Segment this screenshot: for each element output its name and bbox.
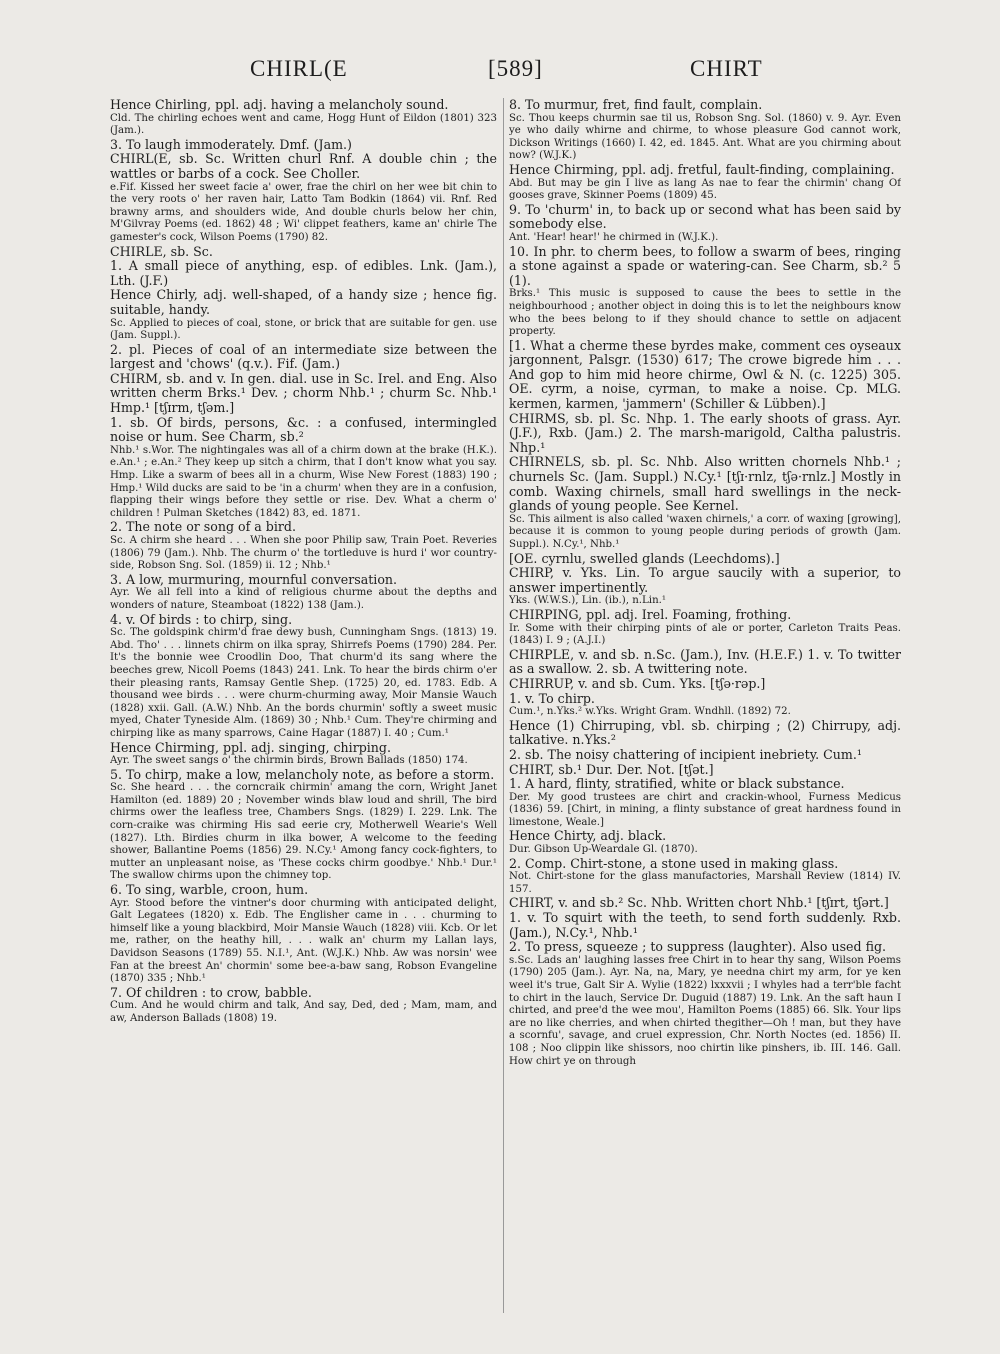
header-left-guide-word: CHIRL(E — [250, 56, 348, 81]
citation-paragraph: Abd. But may be gin I live as lang As nae to fear the chirmin' chang Of gooses grave, Skinner Poems (1809) 45. — [509, 177, 901, 202]
citation-paragraph: Cum. And he would chirm and talk, And say, Ded, ded ; Mam, mam, and aw, Anderson Ballads (1808) 19. — [110, 1000, 497, 1024]
citation-paragraph: Ayr. We all fell into a kind of religious churme about the depths and wonders of nature, Steamboat (1822) 138 (Jam.). — [110, 587, 497, 611]
citation-paragraph: Sc. She heard . . . the corncraik chirmin' amang the corn, Wright Janet Hamilton (ed. 1889) 20 ; November winds blaw loud and shrill, The bird chirms ower the leafless tree, Chambers Sngs. (1829) I. 229. Lnk. The corn-craike was chirming His sad eerie cry, Motherwell Wearie's Well (1827). Lth. Birdies churm in ilka bower, A welcome to the feeding shower, Ballantine Poems (1856) 29. N.Cy.¹ Among fancy cock-fighters, to mutter an unpleasant noise, as 'These cocks chirm goodbye.' Nhb.¹ Dur.¹ The swallow chirms upon the chimney top. — [110, 782, 497, 882]
definition-paragraph: CHIRL(E, sb. Sc. Written churl Rnf. A double chin ; the wattles or barbs of a cock. See Choller. — [110, 151, 497, 181]
page-number: [589] — [488, 56, 543, 81]
citation-paragraph: Ant. 'Hear! hear!' he chirmed in (W.J.K.). — [509, 231, 719, 243]
citation-paragraph: Nhb.¹ s.Wor. The nightingales was all of a chirm down at the brake (H.K.). e.An.¹ ; e.An.² They keep up sitch a chirm, that I don't know what you say. Hmp. Like a swarm of bees all in a churm, Wise New Forest (1883) 190 ; Hmp.¹ Wild ducks are said to be 'in a churm' when they are in a confusion, flapping their wings before they settle or rise. Dev. What a cherm o' children ! Pulman Sketches (1842) 83, ed. 1871. — [110, 444, 497, 519]
definition-paragraph: Hence Chirty, adj. black. — [509, 828, 667, 844]
definition-paragraph: 6. To sing, warble, croon, hum. — [110, 882, 309, 898]
definition-paragraph: Hence (1) Chirruping, vbl. sb. chirping ; (2) Chirrupy, adj. talkative. n.Yks.² — [509, 717, 901, 748]
right-column — [509, 98, 901, 1313]
definition-paragraph: CHIRM, sb. and v. In gen. dial. use in Sc. Irel. and Eng. Also written cherm Brks.¹ Dev. ; chorm Nhb.¹ ; churm Sc. Nhb.¹ Hmp.¹ [tʃɪrm, tʃəm.] — [110, 370, 497, 416]
definition-paragraph: 2. sb. The noisy chattering of incipient inebriety. Cum.¹ — [509, 746, 862, 762]
citation-paragraph: Cld. The chirling echoes went and came, Hogg Hunt of Eildon (1801) 323 (Jam.). — [110, 112, 497, 137]
definition-paragraph: CHIRT, v. and sb.² Sc. Nhb. Written chort Nhb.¹ [tʃɪrt, tʃərt.] — [509, 895, 889, 911]
definition-paragraph: [1. What a cherme these byrdes make, comment ces oyseaux jargonnent, Palsgr. (1530) 617; The crowe bigrede him . . . And gop to him mid heore chirme, Owl & N. (c. 1225) 305. OE. cyrm, a noise, cyrman, to make a noise. Cp. MLG. kermen, karmen, 'jammern' (Schiller & Lübben).] — [509, 337, 901, 412]
definition-paragraph: 7. Of children : to crow, babble. — [110, 984, 312, 1000]
definition-paragraph: CHIRP, v. Yks. Lin. To argue saucily with a superior, to answer impertinently. — [509, 565, 901, 595]
definition-paragraph: 4. v. Of birds : to chirp, sing. — [110, 611, 293, 627]
citation-paragraph: Not. Chirt-stone for the glass manufactories, Marshall Review (1814) IV. 157. — [509, 871, 901, 895]
citation-paragraph: Sc. A chirm she heard . . . When she poor Philip saw, Train Poet. Reveries (1806) 79 (Jam.). Nhb. The churm o' the tortleduve is hurd i' wor country-side, Robson Sng. Sol. (1859) ii. 12 ; Nhb.¹ — [110, 535, 497, 572]
definition-paragraph: 8. To murmur, fret, find fault, complain. — [509, 98, 763, 112]
definition-paragraph: 2. pl. Pieces of coal of an intermediate size between the largest and 'chows' (q.v.). Fif. (Jam.) — [110, 341, 497, 372]
definition-paragraph: 2. To press, squeeze ; to suppress (laughter). Also used fig. — [509, 939, 887, 955]
definition-paragraph: 1. A small piece of anything, esp. of edibles. Lnk. (Jam.), Lth. (J.F.) — [110, 258, 497, 288]
page-header — [100, 56, 900, 86]
definition-paragraph: CHIRRUP, v. and sb. Cum. Yks. [tʃə·rəp.] — [509, 675, 766, 691]
header-right-guide-word: CHIRT — [690, 56, 763, 81]
citation-paragraph: e.Fif. Kissed her sweet facie a' ower, frae the chirl on her wee bit chin to the very roots o' her raven hair, Latto Tam Bodkin (1864) vii. Rnf. Red brawny arms, and shoulders wide, And double churls below her chin, M'Gilvray Poems (ed. 1862) 48 ; Wi' clippet feathers, kame an' chirle The gamester's cock, Wilson Poems (1790) 82. — [110, 181, 497, 243]
citation-paragraph: Yks. (W.W.S.), Lin. (ib.), n.Lin.¹ — [509, 595, 666, 607]
definition-paragraph: Hence Chirly, adj. well-shaped, of a handy size ; hence fig. suitable, handy. — [110, 287, 497, 317]
definition-paragraph: 10. In phr. to cherm bees, to follow a swarm of bees, ringing a stone against a spade or watering-can. See Charm, sb.² 5 (1). — [509, 243, 901, 288]
citation-paragraph: Sc. Thou keeps churmin sae til us, Robson Sng. Sol. (1860) v. 9. Ayr. Even ye who daily whirne and chirme, to whose pleasure God cannot work, Dickson Writings (1660) I. 42, ed. 1845. Ant. What are you chirming about now? (W.J.K.) — [509, 112, 901, 162]
definition-paragraph: 9. To 'churm' in, to back up or second what has been said by somebody else. — [509, 201, 901, 232]
definition-paragraph: 1. v. To squirt with the teeth, to send forth suddenly. Rxb. (Jam.), N.Cy.¹, Nhb.¹ — [509, 910, 901, 940]
citation-paragraph: Ayr. The sweet sangs o' the chirmin birds, Brown Ballads (1850) 174. — [110, 755, 468, 767]
definition-paragraph: 5. To chirp, make a low, melancholy note, as before a storm. — [110, 766, 495, 782]
definition-paragraph: 2. Comp. Chirt-stone, a stone used in making glass. — [509, 855, 839, 871]
definition-paragraph: CHIRNELS, sb. pl. Sc. Nhb. Also written chornels Nhb.¹ ; churnels Sc. (Jam. Suppl.) N.Cy.¹ [tʃɪ·rnlz, tʃə·rnlz.] Mostly in comb. Waxing chirnels, small hard swellings in the neck-glands of young people. See Kernel. — [509, 454, 901, 514]
definition-paragraph: CHIRPING, ppl. adj. Irel. Foaming, frothing. — [509, 606, 792, 622]
citation-paragraph: Dur. Gibson Up-Weardale Gl. (1870). — [509, 844, 698, 856]
definition-paragraph: 1. v. To chirp. — [509, 690, 595, 706]
column-divider — [503, 98, 504, 1313]
citation-paragraph: Brks.¹ This music is supposed to cause the bees to settle in the neighbourhood ; another object in doing this is to let the neighbours know who the bees belong to if they should chance to settle on adjacent property. — [509, 288, 901, 338]
definition-paragraph: CHIRLE, sb. Sc. — [110, 243, 213, 259]
definition-paragraph: CHIRMS, sb. pl. Sc. Nhp. 1. The early shoots of grass. Ayr. (J.F.), Rxb. (Jam.) 2. The marsh-marigold, Caltha palustris. Nhp.¹ — [509, 410, 901, 455]
citation-paragraph: Sc. This ailment is also called 'waxen chirnels,' a corr. of waxing [growing], because it is common to young people during periods of growth (Jam. Suppl.). N.Cy.¹, Nhb.¹ — [509, 513, 901, 550]
citation-paragraph: Sc. Applied to pieces of coal, stone, or brick that are suitable for gen. use (Jam. Suppl.). — [110, 317, 497, 342]
definition-paragraph: Hence Chirming, ppl. adj. singing, chirping. — [110, 739, 391, 755]
definition-paragraph: 3. To laugh immoderately. Dmf. (Jam.) — [110, 136, 352, 152]
citation-paragraph: Ir. Some with their chirping pints of ale or porter, Carleton Traits Peas. (1843) I. 9 ; (A.J.I.) — [509, 622, 901, 647]
citation-paragraph: Sc. The goldspink chirm'd frae dewy bush, Cunningham Sngs. (1813) 19. Abd. Tho' . . . linnets chirm on ilka spray, Shirrefs Poems (1790) 284. Per. It's the bonnie wee Croodlin Doo, That churm'd its sang where the beeches grew, Nicoll Poems (1843) 241. Lnk. To hear the birds chirm o'er their pleasing rants, Ramsay Gentle Shep. (1725) 20, ed. 1783. Edb. A thousand wee birds . . . were churm-churming away, Moir Mansie Wauch (1828) xxii. Gall. (A.W.) Nhb. An the bords churmin' softly a sweet music myed, Chater Tyneside Alm. (1869) 30 ; Nhb.¹ Cum. They're chirming and chirping like as many sparrows, Caine Hagar (1887) I. 40 ; Cum.¹ — [110, 627, 497, 739]
left-column — [110, 98, 497, 1313]
definition-paragraph: 3. A low, murmuring, mournful conversation. — [110, 571, 398, 587]
definition-paragraph: 2. The note or song of a bird. — [110, 519, 296, 535]
citation-paragraph: s.Sc. Lads an' laughing lasses free Chirt in to hear thy sang, Wilson Poems (1790) 205 (Jam.). Ayr. Na, na, Mary, ye needna chirt my arm, for ye ken weel it's true, Galt Sir A. Wylie (1822) lxxxvii ; I whyles had a terr'ble facht to chirt in the lauch, Service Dr. Duguid (1887) 19. Lnk. An the saft haun I chirted, and pree'd the wee mou', Hamilton Poems (1885) 66. Slk. Your lips are no like cherries, and when chirted thegither—Oh ! man, but they have a scornfu', savage, and cruel expression, Chr. North Noctes (ed. 1856) II. 108 ; Noo clippin like shissors, noo chirtin like pinshers, ib. III. 146. Gall. How chirt ye on through — [509, 954, 901, 1067]
definition-paragraph: 1. sb. Of birds, persons, &c. : a confused, intermingled noise or hum. See Charm, sb.² — [110, 414, 497, 445]
definition-paragraph: Hence Chirming, ppl. adj. fretful, fault-finding, complaining. — [509, 161, 895, 177]
citation-paragraph: Cum.¹, n.Yks.² w.Yks. Wright Gram. Wndhll. (1892) 72. — [509, 706, 791, 718]
citation-paragraph: Der. My good trustees are chirt and crackin-whool, Furness Medicus (1836) 59. [Chirt, in mining, a flinty substance of great hardness found in limestone, Weale.] — [509, 791, 901, 828]
citation-paragraph: Ayr. Stood before the vintner's door churming with anticipated delight, Galt Legatees (1820) x. Edb. The Englisher came in . . . churming to himself like a young blackbird, Moir Mansie Wauch (1828) viii. Kcb. Or let me, rather, on the heathy hill, . . . walk an' churm my Lallan lays, Davidson Seasons (1789) 55. N.I.¹, Ant. (W.J.K.) Nhb. Aw was norsin' wee Fan at the breest An' chormin' some bee-a-baw sang, Robson Evangeline (1870) 335 ; Nhb.¹ — [110, 897, 497, 985]
definition-paragraph: 1. A hard, flinty, stratified, white or black substance. — [509, 776, 845, 792]
definition-paragraph: CHIRT, sb.¹ Dur. Der. Not. [tʃət.] — [509, 761, 714, 777]
definition-paragraph: [OE. cyrnlu, swelled glands (Leechdoms).] — [509, 550, 780, 566]
definition-paragraph: CHIRPLE, v. and sb. n.Sc. (Jam.), Inv. (H.E.F.) 1. v. To twitter as a swallow. 2. sb. A twittering note. — [509, 646, 901, 677]
definition-paragraph: Hence Chirling, ppl. adj. having a melancholy sound. — [110, 98, 449, 112]
